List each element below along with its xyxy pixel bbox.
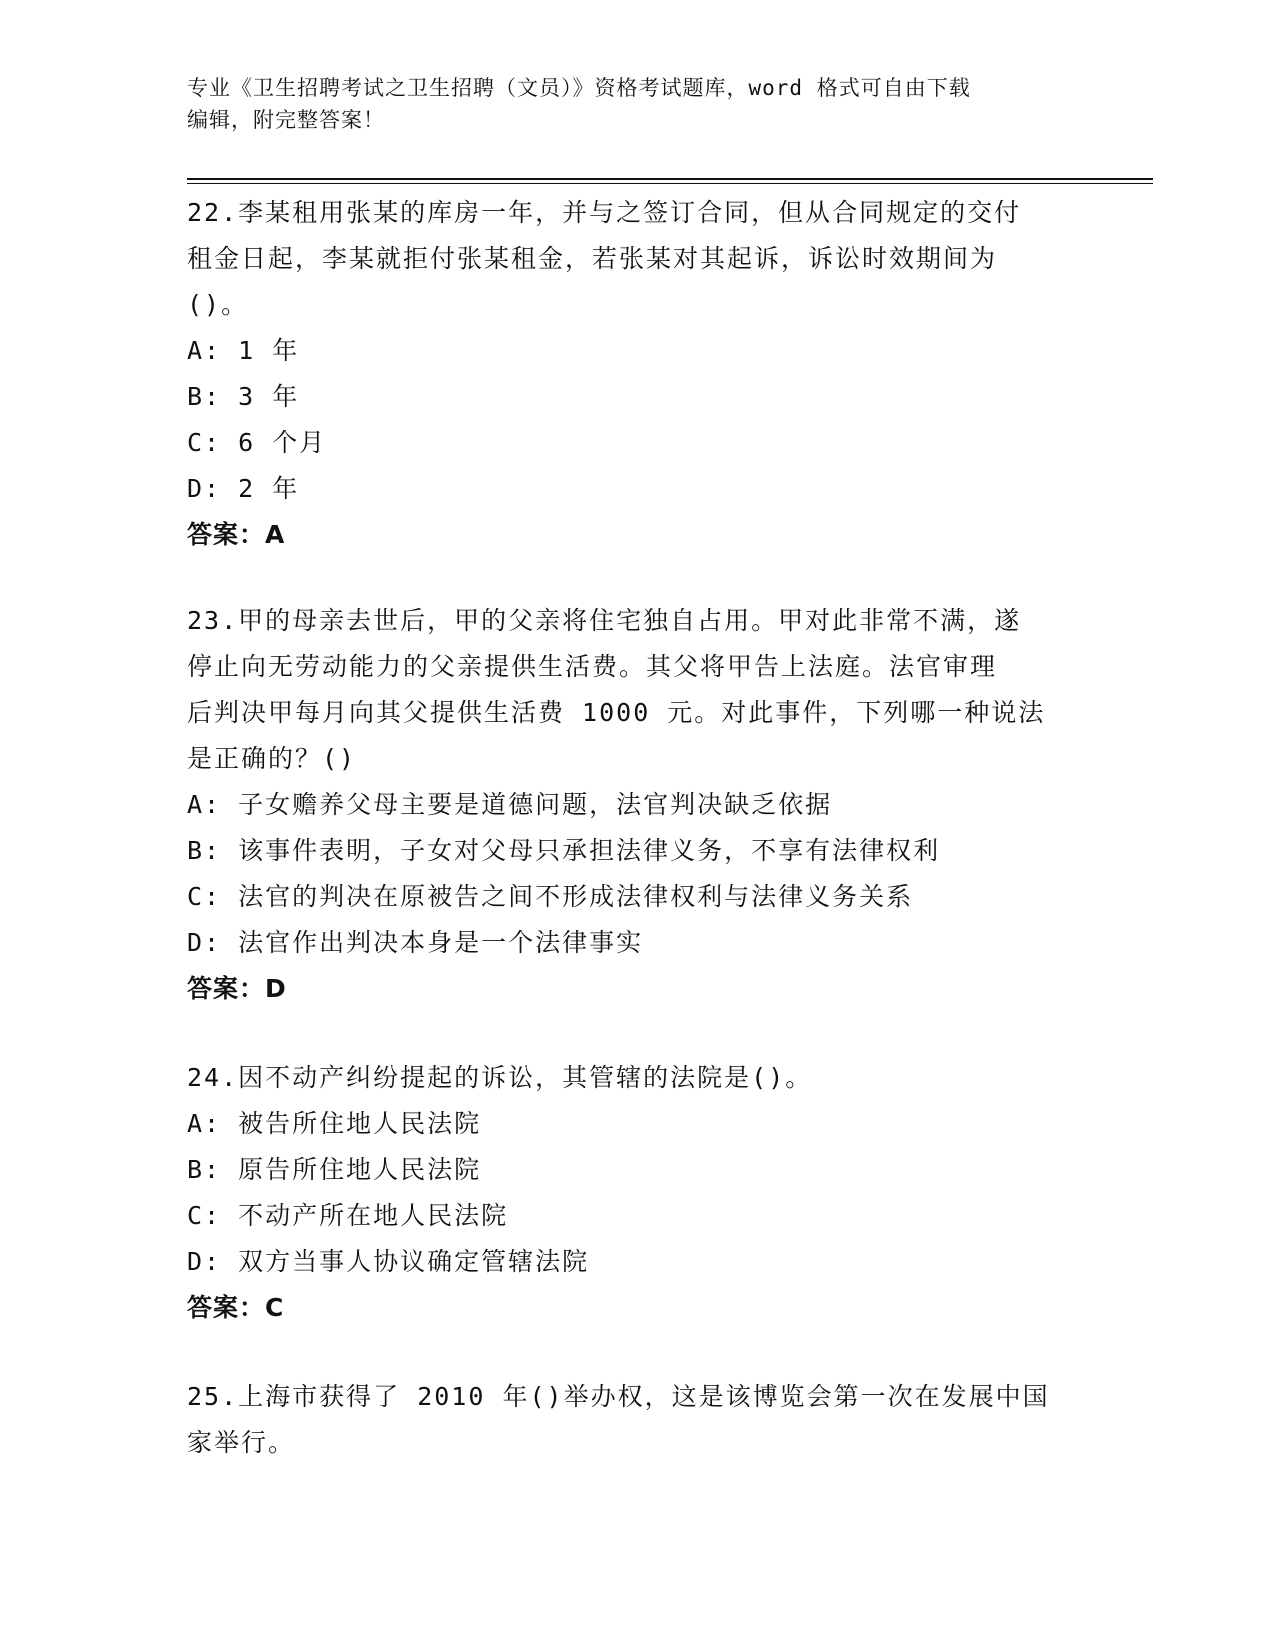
question-stem-line: 22.李某租用张某的库房一年，并与之签订合同，但从合同规定的交付 [187,198,1022,227]
option-b: B: 原告所住地人民法院 [187,1155,482,1184]
option-c: C: 法官的判决在原被告之间不形成法律权利与法律义务关系 [187,882,914,911]
option-a: A: 1 年 [187,336,300,365]
answer-label: 答案：D [187,974,287,1003]
option-c: C: 不动产所在地人民法院 [187,1201,509,1230]
option-b: B: 3 年 [187,382,300,411]
question-stem-line: 24.因不动产纠纷提起的诉讼，其管辖的法院是()。 [187,1063,813,1092]
question-stem-line: 家举行。 [187,1428,296,1457]
option-c: C: 6 个月 [187,428,327,457]
document-header [187,72,1087,136]
option-b: B: 该事件表明，子女对父母只承担法律义务，不享有法律权利 [187,836,941,865]
question-23 [187,598,1087,1012]
option-d: D: 法官作出判决本身是一个法律事实 [187,928,644,957]
answer-label: 答案：A [187,520,286,549]
question-stem-line: 23.甲的母亲去世后，甲的父亲将住宅独自占用。甲对此非常不满，遂 [187,606,1022,635]
header-divider-thick [187,178,1153,180]
option-d: D: 双方当事人协议确定管辖法院 [187,1247,590,1276]
question-22 [187,190,1087,558]
question-25 [187,1374,1087,1466]
option-a: A: 子女赡养父母主要是道德问题，法官判决缺乏依据 [187,790,833,819]
question-stem-line: ()。 [187,290,249,319]
answer-label: 答案：C [187,1293,285,1322]
option-a: A: 被告所住地人民法院 [187,1109,482,1138]
header-line-2: 编辑，附完整答案！ [187,108,385,132]
question-stem-line: 租金日起，李某就拒付张某租金，若张某对其起诉，诉讼时效期间为 [187,244,998,273]
question-stem-line: 是正确的？() [187,744,357,773]
question-24 [187,1055,1087,1331]
header-line-1: 专业《卫生招聘考试之卫生招聘（文员）》资格考试题库，word 格式可自由下载 [187,76,971,100]
question-stem-line: 后判决甲每月向其父提供生活费 1000 元。对此事件，下列哪一种说法 [187,698,1046,727]
question-stem-line: 25.上海市获得了 2010 年()举办权，这是该博览会第一次在发展中国 [187,1382,1050,1411]
question-stem-line: 停止向无劳动能力的父亲提供生活费。其父将甲告上法庭。法官审理 [187,652,998,681]
header-divider-thin [187,183,1153,184]
option-d: D: 2 年 [187,474,300,503]
